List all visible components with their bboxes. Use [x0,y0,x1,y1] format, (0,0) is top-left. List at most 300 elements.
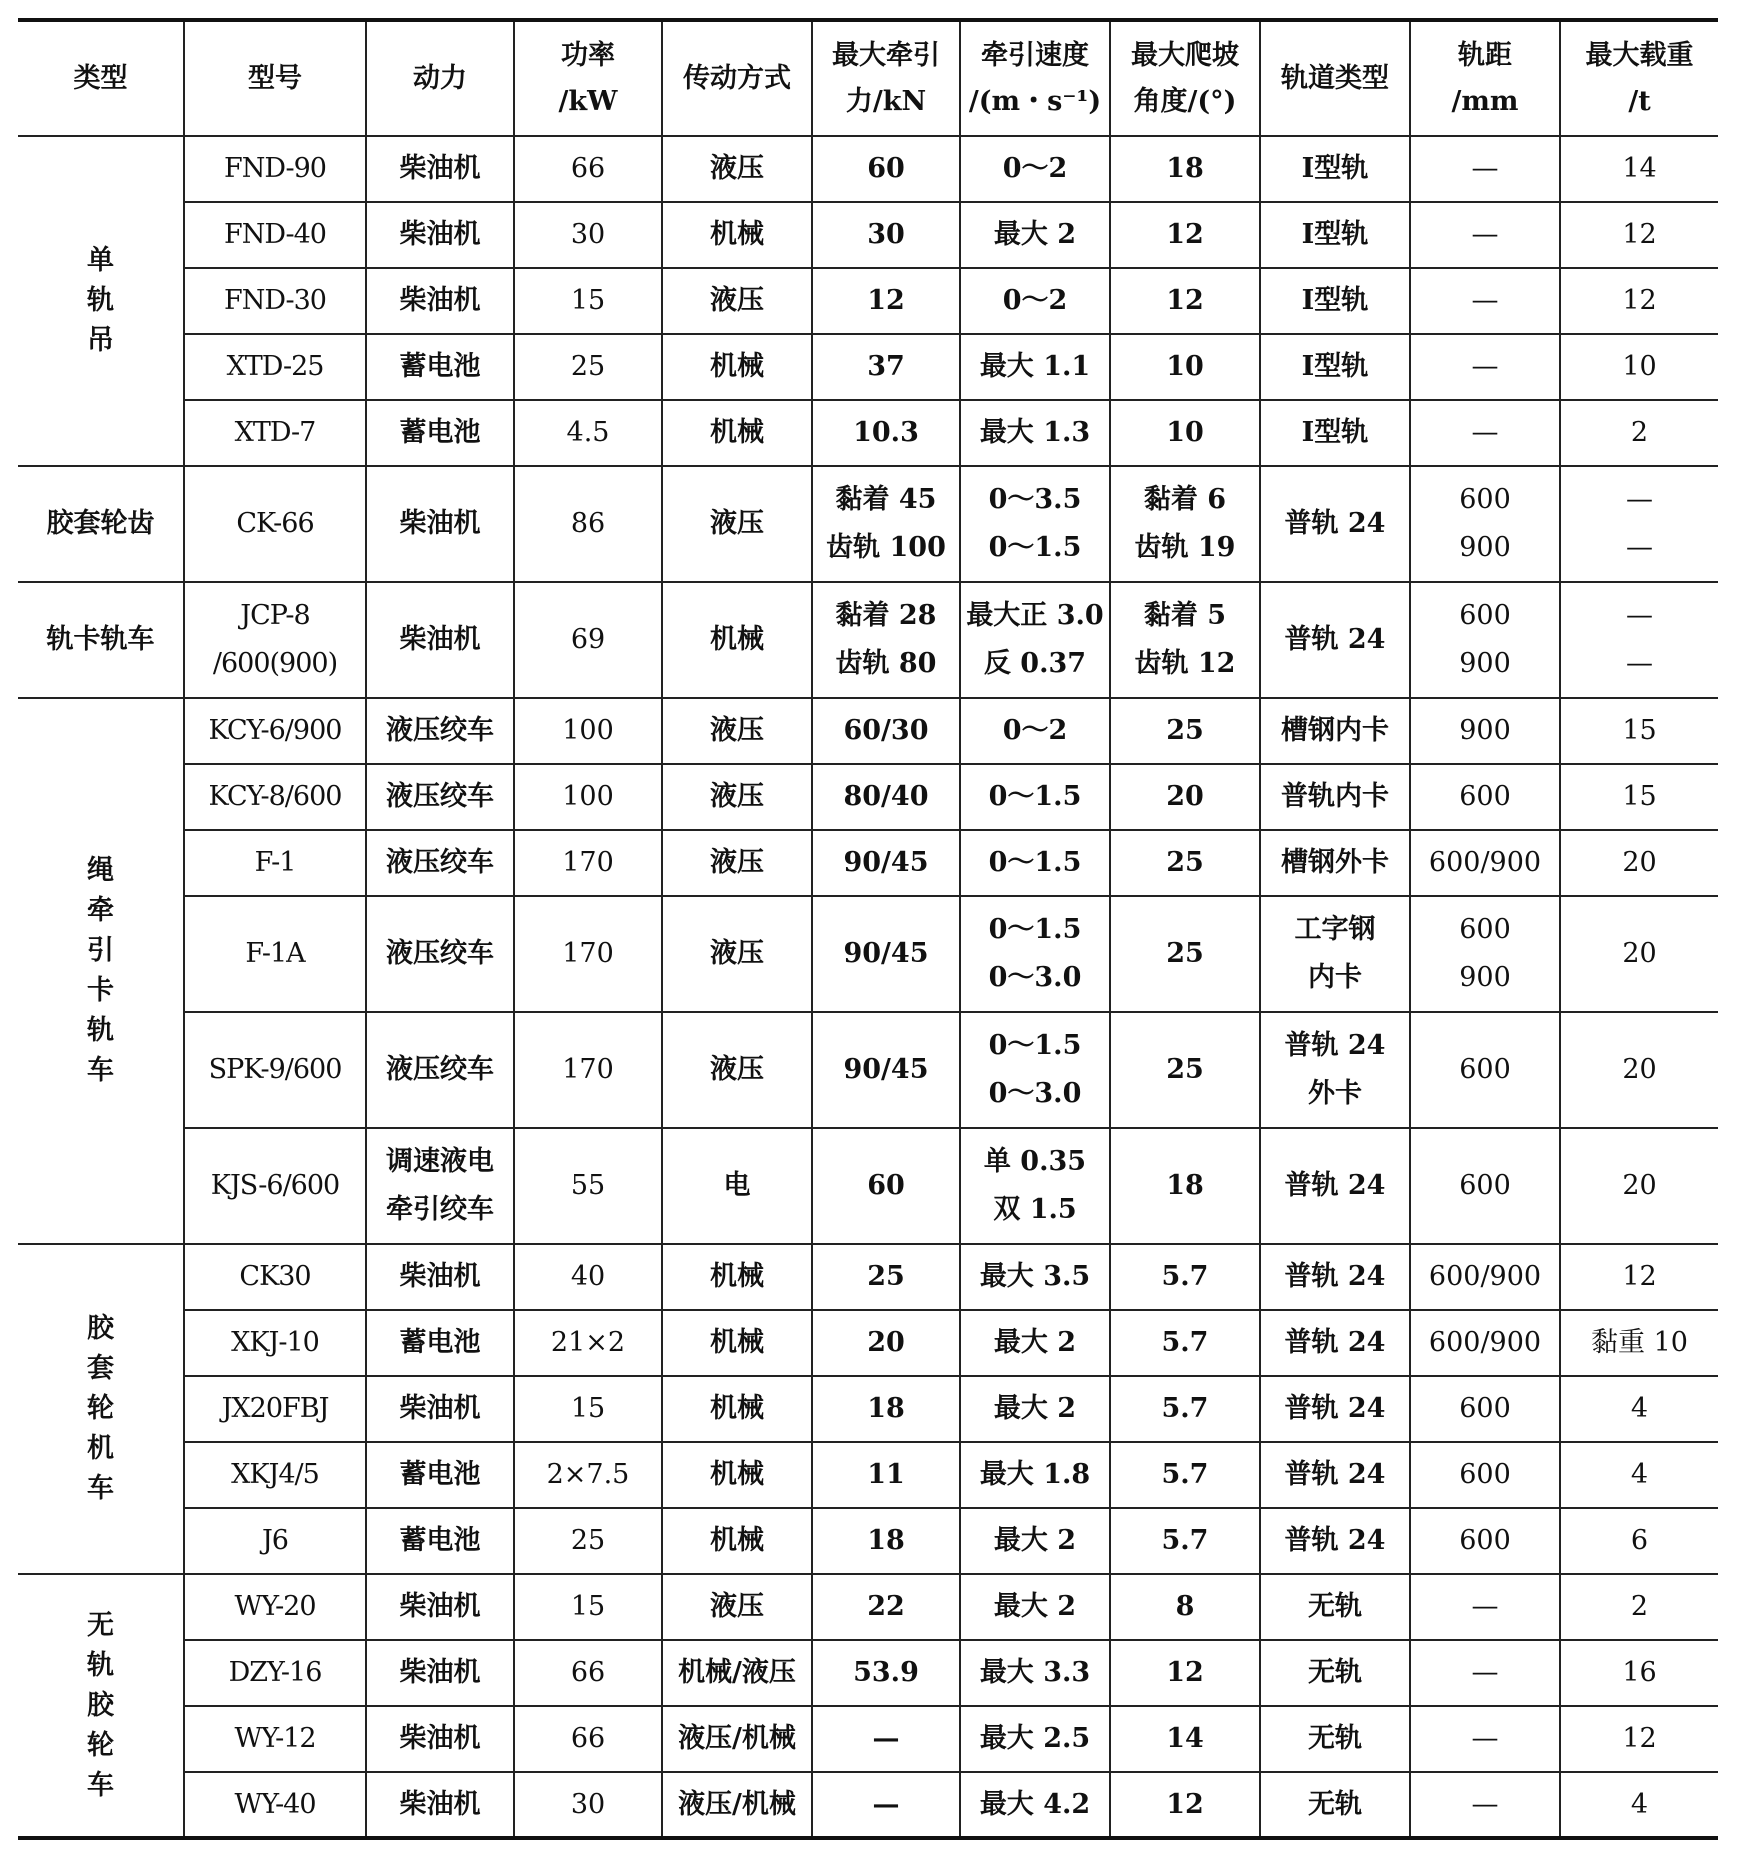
max-load-line: 6 [1630,1525,1649,1556]
category-cell [18,136,184,466]
power-cell [514,1012,662,1128]
category-char: 车 [87,1055,114,1086]
traction-speed-cell [960,202,1110,268]
traction-speed-cell [960,1508,1110,1574]
traction-speed-line: 反 0.37 [983,648,1087,679]
model-cell [184,466,366,582]
power-line: 170 [562,938,614,969]
max-gradient-line: 12 [1166,1788,1204,1820]
category-cell [18,466,184,582]
max-load-cell [1560,400,1718,466]
category-char: 轨 [87,1015,114,1046]
track-type-line: 普轨 24 [1284,1261,1386,1292]
power-source-cell [366,1128,514,1244]
table-row [18,1244,1718,1310]
max-gradient-line: 25 [1166,938,1204,969]
track-type-cell [1260,1442,1410,1508]
max-gradient-line: 齿轨 12 [1134,648,1236,679]
track-gauge-line: 600 [1459,1054,1511,1085]
traction-speed-line: 0～2 [1002,153,1068,184]
max-load-cell [1560,1442,1718,1508]
model-cell [184,1706,366,1772]
traction-speed-line: 0～3.0 [988,1078,1082,1109]
max-gradient-line: 18 [1166,153,1204,184]
max-gradient-cell [1110,1310,1260,1376]
track-gauge-cell [1410,1128,1560,1244]
model-cell [184,268,366,334]
traction-speed-cell [960,1574,1110,1640]
power-cell [514,268,662,334]
header-track-gauge [1410,20,1560,136]
power-source-line: 柴油机 [399,153,481,184]
max-traction-cell [812,268,960,334]
power-cell [514,1772,662,1838]
table-body [18,136,1718,1838]
power-cell [514,1244,662,1310]
max-gradient-line: 10 [1166,417,1204,448]
track-gauge-cell [1410,1640,1560,1706]
power-line: 30 [570,1788,606,1820]
category-char: 轮 [87,1729,114,1761]
max-gradient-cell [1110,896,1260,1012]
traction-speed-cell [960,830,1110,896]
traction-speed-cell [960,466,1110,582]
max-traction-line: 90/45 [843,847,929,878]
max-traction-cell [812,1640,960,1706]
track-gauge-line: 600 [1459,600,1511,631]
max-load-line: — [1626,532,1653,563]
track-gauge-line: — [1471,417,1499,448]
transmission-line: 机械 [710,1261,764,1292]
power-line: 55 [570,1170,606,1201]
max-load-cell [1560,1376,1718,1442]
max-traction-line: 10.3 [853,417,919,448]
transmission-cell [662,1574,812,1640]
max-gradient-cell [1110,582,1260,698]
max-traction-cell [812,1442,960,1508]
category-char: 引 [87,935,114,966]
specification-sheet [18,18,1718,1840]
transmission-cell [662,764,812,830]
table-row [18,1376,1718,1442]
max-load-line: 12 [1622,285,1657,316]
track-gauge-line: 600 [1459,484,1511,515]
max-traction-line: 18 [867,1525,905,1556]
track-gauge-cell [1410,1442,1560,1508]
max-gradient-line: 18 [1166,1170,1204,1201]
model-cell [184,1640,366,1706]
max-traction-line: 22 [867,1591,905,1622]
traction-speed-cell [960,582,1110,698]
model-line: XKJ4/5 [231,1459,319,1490]
max-load-cell [1560,764,1718,830]
track-gauge-cell [1410,400,1560,466]
traction-speed-line: 最大 4.2 [979,1788,1091,1820]
model-cell [184,764,366,830]
track-gauge-line: 600/900 [1428,1261,1542,1292]
transmission-line: 机械 [710,1327,764,1358]
track-type-cell [1260,1772,1410,1838]
traction-speed-cell [960,268,1110,334]
power-cell [514,830,662,896]
traction-speed-line: 单 0.35 [983,1146,1087,1177]
power-source-cell [366,1508,514,1574]
model-cell [184,202,366,268]
max-traction-cell [812,1574,960,1640]
transmission-line: 液压 [710,938,764,969]
transmission-line: 机械 [710,219,764,250]
power-source-cell [366,698,514,764]
track-type-line: Ⅰ型轨 [1301,285,1369,316]
model-cell [184,698,366,764]
max-gradient-cell [1110,1706,1260,1772]
max-load-line: 12 [1622,1261,1657,1292]
max-load-line: — [1626,648,1653,679]
traction-speed-line: 最大 2 [993,219,1077,250]
header-model-line: 型号 [248,62,302,94]
max-traction-cell [812,466,960,582]
max-load-line: 2 [1630,1591,1649,1622]
category-char: 无 [87,1609,114,1641]
power-cell [514,136,662,202]
table-row [18,268,1718,334]
power-source-line: 牵引绞车 [386,1194,494,1225]
track-gauge-cell [1410,1310,1560,1376]
max-traction-cell [812,896,960,1012]
track-gauge-cell [1410,202,1560,268]
category-cell [18,698,184,1244]
transmission-line: 机械 [710,351,764,382]
power-cell [514,1706,662,1772]
traction-speed-line: 最大 1.3 [979,417,1091,448]
transmission-cell [662,1376,812,1442]
header-track-type [1260,20,1410,136]
track-gauge-line: — [1471,285,1499,316]
transmission-line: 机械 [710,1459,764,1490]
header-transmission [662,20,812,136]
vehicle-spec-table [18,18,1718,1840]
model-cell [184,1574,366,1640]
power-source-line: 柴油机 [399,1393,481,1424]
header-max-load [1560,20,1718,136]
table-row [18,698,1718,764]
power-cell [514,1508,662,1574]
power-source-line: 柴油机 [399,508,481,539]
traction-speed-cell [960,1772,1110,1838]
model-cell [184,830,366,896]
power-source-cell [366,1640,514,1706]
track-type-cell [1260,1706,1410,1772]
category-char: 机 [87,1433,114,1464]
track-type-line: 无轨 [1308,1591,1362,1622]
track-gauge-line: 600 [1459,1459,1511,1490]
track-gauge-cell [1410,764,1560,830]
header-max-gradient [1110,20,1260,136]
category-cell [18,582,184,698]
power-source-cell [366,136,514,202]
model-cell [184,896,366,1012]
track-gauge-cell [1410,1574,1560,1640]
power-line: 40 [570,1261,606,1292]
traction-speed-cell [960,136,1110,202]
track-gauge-line: — [1471,351,1499,382]
category-char: 轨 [87,1649,114,1681]
model-line: WY-20 [234,1591,316,1622]
max-load-line: 14 [1622,153,1657,184]
max-load-cell [1560,136,1718,202]
track-type-line: 普轨 24 [1284,1170,1386,1201]
max-traction-line: 60 [867,153,905,184]
max-traction-line: 60/30 [843,715,929,746]
track-gauge-cell [1410,1012,1560,1128]
category-char: 吊 [87,325,114,356]
track-type-line: 普轨内卡 [1281,781,1389,812]
track-type-cell [1260,136,1410,202]
table-row [18,1574,1718,1640]
header-type-line: 类型 [73,62,128,94]
category-cell [18,1574,184,1838]
power-source-cell [366,582,514,698]
category-char: 车 [87,1769,114,1801]
model-line: JX20FBJ [221,1393,329,1424]
model-line: JCP-8 [240,600,310,631]
max-gradient-line: 12 [1166,219,1204,250]
power-cell [514,1640,662,1706]
max-traction-line: 37 [867,351,905,382]
traction-speed-cell [960,1442,1110,1508]
transmission-cell [662,136,812,202]
table-row [18,136,1718,202]
max-load-line: 2 [1630,417,1649,448]
power-source-line: 柴油机 [399,1788,481,1820]
track-gauge-line: — [1471,1657,1499,1688]
traction-speed-cell [960,1376,1110,1442]
table-row [18,1772,1718,1838]
track-type-line: 无轨 [1308,1723,1362,1754]
max-load-line: 15 [1622,781,1657,812]
track-type-line: 槽钢外卡 [1281,847,1389,878]
power-line: 69 [570,624,606,655]
power-source-cell [366,1706,514,1772]
max-load-line: 4 [1630,1788,1649,1820]
track-gauge-cell [1410,1772,1560,1838]
track-type-cell [1260,830,1410,896]
transmission-line: 机械/液压 [678,1657,796,1688]
track-gauge-cell [1410,334,1560,400]
transmission-cell [662,202,812,268]
transmission-line: 液压 [710,847,764,878]
power-line: 2×7.5 [546,1459,630,1490]
max-gradient-line: 25 [1166,847,1204,878]
category-char: 胶 [87,1313,114,1344]
transmission-cell [662,582,812,698]
power-line: 15 [570,1393,606,1424]
table-row [18,202,1718,268]
header-max-gradient-line: 角度/(°) [1133,85,1237,117]
traction-speed-line: 最大正 3.0 [966,600,1104,631]
track-gauge-line: 600 [1459,1525,1511,1556]
header-traction-speed-line: /(m・s⁻¹) [968,85,1102,117]
track-type-line: 普轨 24 [1284,1393,1386,1424]
track-type-line: 工字钢 [1294,914,1376,945]
max-traction-line: 25 [867,1261,905,1292]
transmission-cell [662,1128,812,1244]
category-char: 绳 [87,855,114,886]
track-type-line: 槽钢内卡 [1281,715,1389,746]
transmission-cell [662,1706,812,1772]
max-load-line: 4 [1630,1459,1649,1490]
traction-speed-cell [960,1640,1110,1706]
track-gauge-line: — [1471,1723,1499,1754]
max-gradient-cell [1110,334,1260,400]
max-load-cell [1560,1128,1718,1244]
traction-speed-line: 0～1.5 [988,781,1082,812]
power-line: 66 [570,153,606,184]
table-row [18,466,1718,582]
max-gradient-cell [1110,764,1260,830]
power-line: 25 [570,1525,606,1556]
model-line: XTD-25 [226,351,324,382]
traction-speed-cell [960,1244,1110,1310]
table-row [18,1012,1718,1128]
track-gauge-line: 900 [1459,962,1511,993]
power-source-line: 液压绞车 [386,781,494,812]
traction-speed-line: 最大 1.8 [979,1459,1091,1490]
max-load-line: 12 [1622,1723,1657,1754]
max-gradient-line: 25 [1166,1054,1204,1085]
max-gradient-cell [1110,136,1260,202]
category-cell [18,1244,184,1574]
category-char: 轨 [87,285,114,316]
power-source-line: 柴油机 [399,1657,481,1688]
model-line: F-1 [254,847,296,878]
max-gradient-line: 20 [1166,781,1204,812]
traction-speed-cell [960,1706,1110,1772]
header-traction-speed-line: 牵引速度 [981,39,1089,71]
traction-speed-cell [960,400,1110,466]
track-type-line: 外卡 [1308,1078,1362,1109]
max-traction-cell [812,1244,960,1310]
max-traction-cell [812,764,960,830]
track-gauge-cell [1410,1376,1560,1442]
header-track-gauge-line: 轨距 [1458,39,1512,71]
model-line: KCY-6/900 [208,715,342,746]
category-char: 套 [87,1353,114,1384]
power-source-line: 液压绞车 [386,715,494,746]
max-load-line: 12 [1622,219,1657,250]
model-line: KJS-6/600 [210,1170,340,1201]
max-load-cell [1560,896,1718,1012]
max-gradient-line: 12 [1166,285,1204,316]
track-type-cell [1260,466,1410,582]
power-cell [514,698,662,764]
track-gauge-cell [1410,268,1560,334]
max-load-line: 16 [1622,1657,1657,1688]
header-power-line: 功率 [561,39,615,71]
power-cell [514,466,662,582]
model-line: J6 [261,1525,288,1556]
power-line: 30 [570,219,606,250]
category-char: 卡 [87,975,114,1006]
transmission-cell [662,830,812,896]
max-load-cell [1560,1574,1718,1640]
traction-speed-line: 0～1.5 [988,532,1082,563]
track-type-line: 普轨 24 [1284,1525,1386,1556]
max-gradient-line: 黏着 6 [1143,484,1227,515]
model-line: WY-40 [234,1788,316,1820]
track-gauge-line: 900 [1459,715,1511,746]
max-traction-cell [812,1376,960,1442]
transmission-line: 液压 [710,1054,764,1085]
max-gradient-line: 5.7 [1161,1393,1209,1424]
max-traction-cell [812,1012,960,1128]
model-line: XKJ-10 [231,1327,319,1358]
transmission-line: 液压 [710,285,764,316]
header-track-gauge-line: /mm [1451,85,1519,117]
max-traction-line: — [872,1788,900,1820]
power-source-line: 液压绞车 [386,938,494,969]
max-gradient-line: 5.7 [1161,1261,1209,1292]
max-gradient-line: 14 [1166,1723,1204,1754]
power-source-cell [366,334,514,400]
transmission-cell [662,334,812,400]
transmission-cell [662,1508,812,1574]
header-max-traction [812,20,960,136]
max-traction-line: 80/40 [843,781,929,812]
transmission-line: 机械 [710,417,764,448]
max-gradient-cell [1110,1442,1260,1508]
transmission-cell [662,466,812,582]
max-load-cell [1560,466,1718,582]
max-gradient-line: 5.7 [1161,1327,1209,1358]
table-row [18,1442,1718,1508]
model-line: CK30 [239,1261,311,1292]
transmission-line: 液压 [710,153,764,184]
max-load-line: 20 [1622,1170,1657,1201]
track-type-cell [1260,1128,1410,1244]
track-gauge-line: — [1471,153,1499,184]
max-gradient-cell [1110,1772,1260,1838]
max-load-cell [1560,1012,1718,1128]
traction-speed-line: 最大 2 [993,1393,1077,1424]
model-line: XTD-7 [234,417,316,448]
model-cell [184,334,366,400]
table-row [18,830,1718,896]
max-gradient-cell [1110,1574,1260,1640]
max-traction-cell [812,830,960,896]
max-gradient-cell [1110,1244,1260,1310]
transmission-line: 液压 [710,1591,764,1622]
max-load-cell [1560,698,1718,764]
transmission-cell [662,400,812,466]
traction-speed-cell [960,764,1110,830]
max-load-line: 10 [1622,351,1657,382]
max-traction-cell [812,400,960,466]
track-gauge-line: 600/900 [1428,1327,1542,1358]
power-source-cell [366,400,514,466]
track-gauge-line: 600 [1459,1170,1511,1201]
track-type-line: 无轨 [1308,1788,1362,1820]
max-traction-line: 12 [867,285,905,316]
track-type-line: 普轨 24 [1284,1327,1386,1358]
transmission-cell [662,1310,812,1376]
power-cell [514,764,662,830]
header-max-gradient-line: 最大爬坡 [1131,39,1239,71]
model-cell [184,1376,366,1442]
category-char: 牵 [87,895,114,926]
power-source-cell [366,830,514,896]
traction-speed-line: 最大 2 [993,1525,1077,1556]
